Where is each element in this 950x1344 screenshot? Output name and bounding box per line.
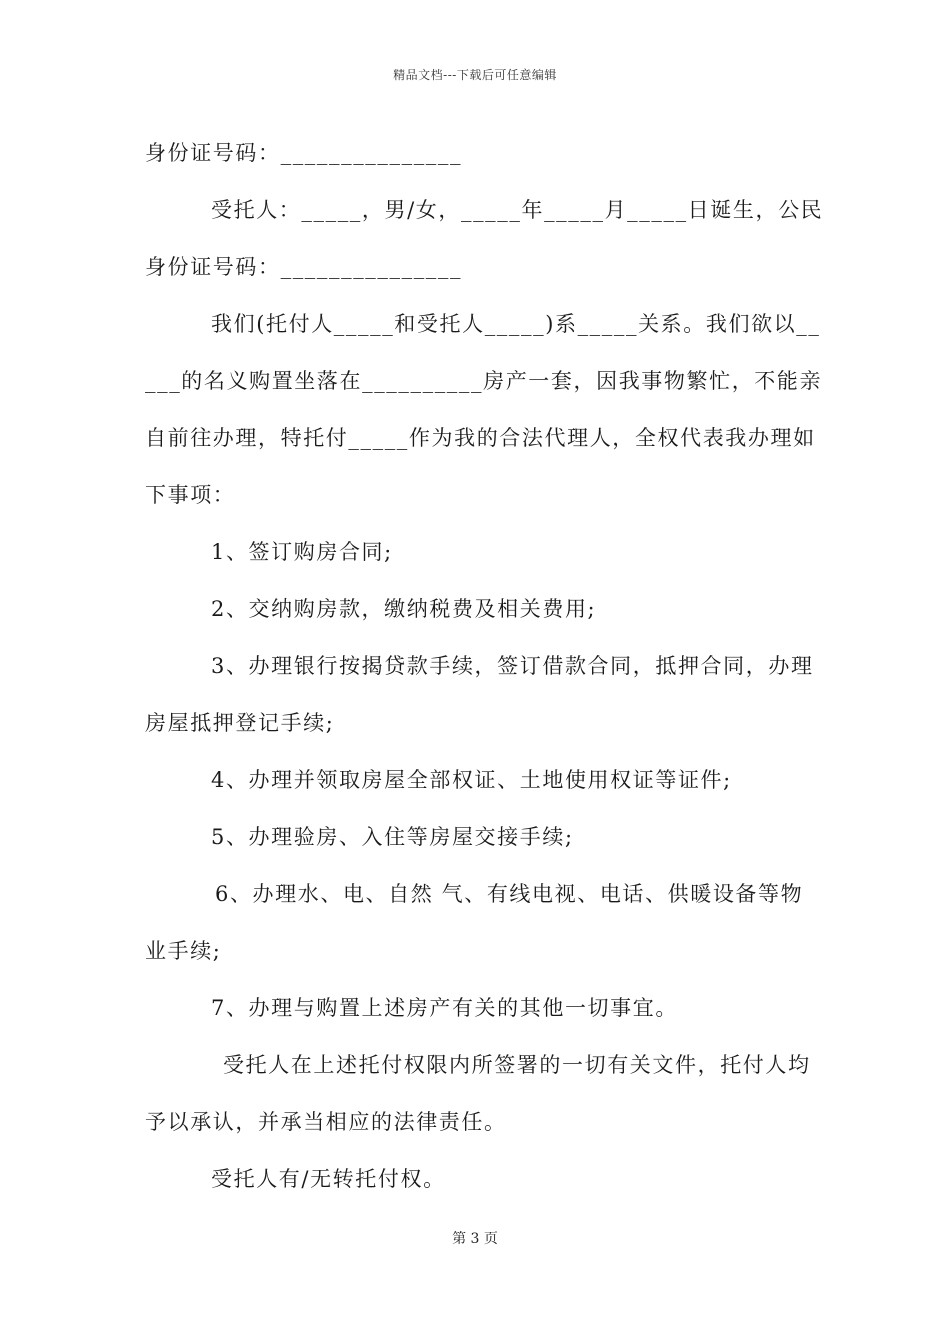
sub-delegation-line: 受托人有/无转托付权。 [211,1167,446,1191]
list-item-6-continued: 业手续; [145,939,222,963]
list-item-4: 4、办理并领取房屋全部权证、土地使用权证等证件; [211,768,732,792]
matters-heading-line: 下事项： [145,483,236,507]
acknowledgement-continued: 予以承认，并承当相应的法律责任。 [145,1110,507,1134]
page-number: 第 3 页 [452,1231,498,1247]
agent-line: 自前往办理，特托付_____作为我的合法代理人，全权代表我办理如 [145,426,816,450]
list-item-3: 3、办理银行按揭贷款手续，签订借款合同，抵押合同，办理 [211,654,814,678]
list-item-5: 5、办理验房、入住等房屋交接手续; [211,825,574,849]
id-number-line: 身份证号码：_______________ [145,141,463,165]
relationship-line: 我们(托付人_____和受托人_____)系_____关系。我们欲以__ [211,312,821,336]
trustee-id-line: 身份证号码：_______________ [145,255,463,279]
acknowledgement-line: 受托人在上述托付权限内所签署的一切有关文件，托付人均 [223,1053,811,1077]
list-item-7: 7、办理与购置上述房产有关的其他一切事宜。 [211,996,678,1020]
list-item-2: 2、交纳购房款，缴纳税费及相关费用; [211,597,597,621]
property-line: ___的名义购置坐落在__________房产一套，因我事物繁忙，不能亲 [145,369,823,393]
list-item-3-continued: 房屋抵押登记手续; [145,711,335,735]
page-header: 精品文档---下载后可任意编辑 [393,68,557,82]
list-item-1: 1、签订购房合同; [211,540,393,564]
list-item-6: 6、办理水、电、自然 气、有线电视、电话、供暖设备等物 [215,882,804,906]
trustee-info-line: 受托人：_____，男/女，_____年_____月_____日诞生，公民 [211,198,824,222]
